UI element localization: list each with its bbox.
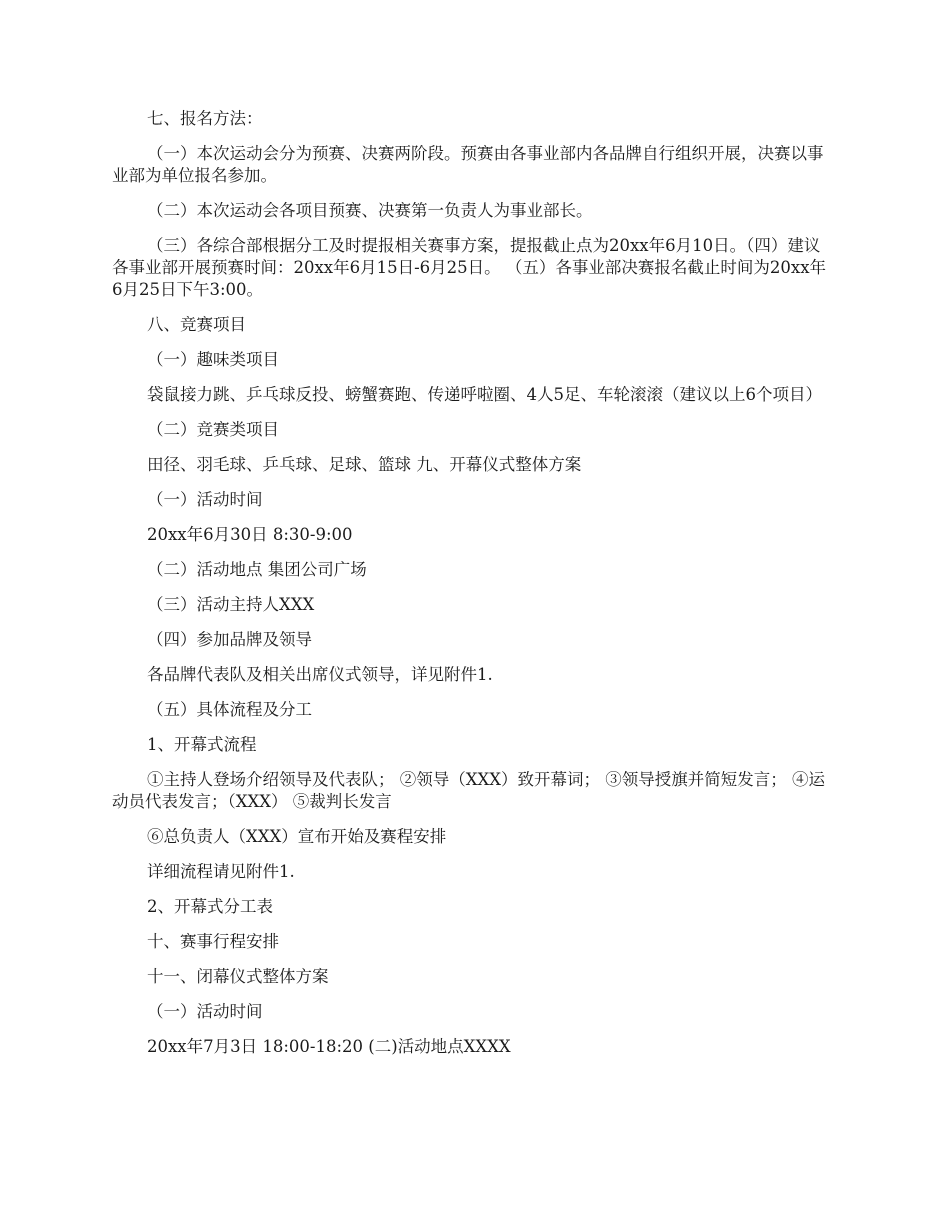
section-heading-closing: 十一、闭幕仪式整体方案 [147, 967, 329, 986]
section-heading-schedule: 十、赛事行程安排 [147, 932, 279, 951]
paragraph-fun-events: 袋鼠接力跳、乒乓球反投、螃蟹赛跑、传递呼啦圈、4人5足、车轮滚滚（建议以上6个项目） [147, 385, 822, 404]
paragraph-opening-time: 20xx年6月30日 8:30-9:00 [147, 525, 353, 544]
paragraph-brands-leaders: 各品牌代表队及相关出席仪式领导，详见附件1. [147, 665, 493, 684]
paragraph-registration-2: （二）本次运动会各项目预赛、决赛第一负责人为事业部长。 [147, 201, 593, 220]
subheading-process-division: （五）具体流程及分工 [147, 700, 312, 719]
paragraph-registration-3: （三）各综合部根据分工及时提报相关赛事方案，提报截止点为20xx年6月10日。（四）建议各事业部开展预赛时间：20xx年6月15日-6月25日。 （五）各事业部决赛报名截止时间为20xx年6月25日下午3:00。 [112, 236, 827, 299]
paragraph-opening-host: （三）活动主持人XXX [147, 595, 315, 614]
paragraph-competitive-events: 田径、羽毛球、乒乓球、足球、篮球 九、开幕仪式整体方案 [147, 455, 582, 474]
paragraph-opening-steps: ①主持人登场介绍领导及代表队； ②领导（XXX）致开幕词； ③领导授旗并简短发言； ④运动员代表发言；（XXX） ⑤裁判长发言 [112, 770, 825, 811]
subheading-opening-process: 1、开幕式流程 [147, 735, 257, 754]
subheading-brands-leaders: （四）参加品牌及领导 [147, 630, 312, 649]
paragraph-opening-step-6: ⑥总负责人（XXX）宣布开始及赛程安排 [147, 827, 447, 846]
section-heading-events: 八、竞赛项目 [147, 315, 246, 334]
paragraph-closing-time-location: 20xx年7月3日 18:00-18:20 (二)活动地点XXXX [147, 1037, 511, 1056]
subheading-fun-events: （一）趣味类项目 [147, 350, 279, 369]
subheading-division-table: 2、开幕式分工表 [147, 897, 273, 916]
paragraph-opening-location: （二）活动地点 集团公司广场 [147, 560, 367, 579]
subheading-opening-time: （一）活动时间 [147, 490, 263, 509]
document-page [112, 108, 834, 1071]
subheading-competitive-events: （二）竞赛类项目 [147, 420, 279, 439]
paragraph-registration-1: （一）本次运动会分为预赛、决赛两阶段。预赛由各事业部内各品牌自行组织开展，决赛以事业部为单位报名参加。 [112, 144, 824, 185]
section-heading-registration: 七、报名方法： [147, 109, 263, 128]
paragraph-process-appendix: 详细流程请见附件1. [147, 862, 295, 881]
subheading-closing-time: （一）活动时间 [147, 1002, 263, 1021]
